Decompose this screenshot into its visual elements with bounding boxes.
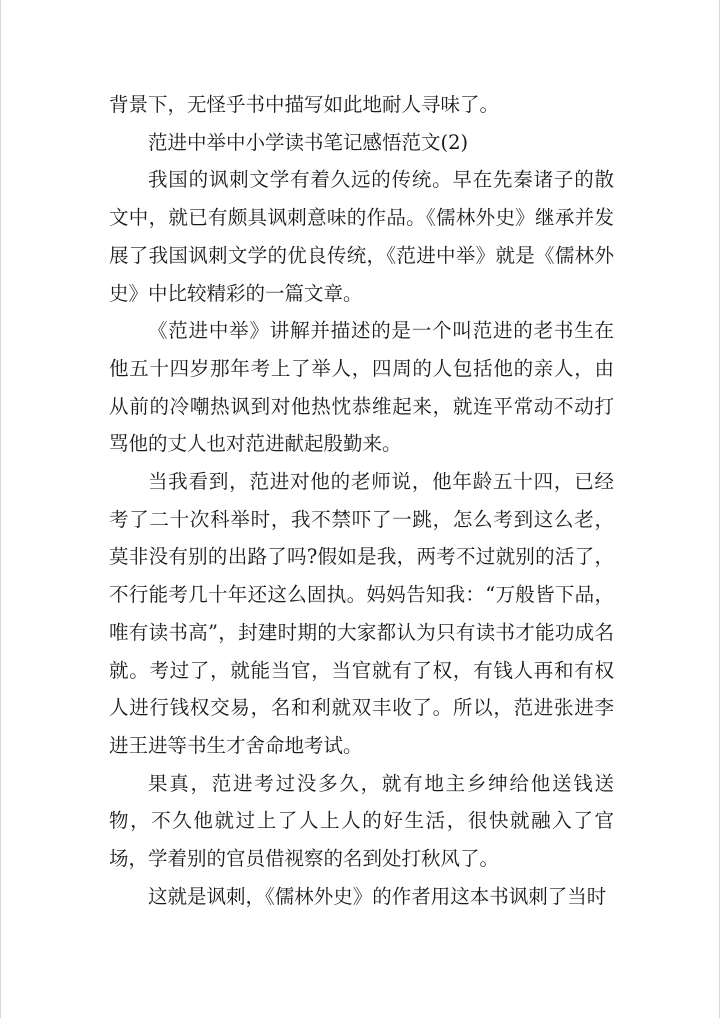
paragraph: 《范进中举》讲解并描述的是一个叫范进的老书生在他五十四岁那年考上了举人，四周的人包括他的亲人，由从前的冷嘲热讽到对他热忱恭维起来，就连平常动不动打骂他的丈人也对范进献起殷勤来。	[109, 319, 614, 456]
section-heading: 范进中举中小学读书笔记感悟范文(2)	[148, 130, 469, 154]
paragraph: 果真，范进考过没多久，就有地主乡绅给他送钱送物，不久他就过上了人上人的好生活，很快就融入了官场，学着别的官员借视察的名到处打秋风了。	[109, 771, 614, 871]
paragraph-continued: 背景下，无怪乎书中描写如此地耐人寻味了。	[109, 93, 500, 116]
paragraph: 当我看到，范进对他的老师说，他年龄五十四，已经考了二十次科举时，我不禁吓了一跳，怎么考到这么老，莫非没有别的出路了吗?假如是我，两考不过就别的活了，不行能考几十年还这么固执。妈妈告知我：“万般皆下品，唯有读书高”，封建时期的大家都认为只有读书才能功成名就。考过了，就能当官，当官就有了权，有钱人再和有权人进行钱权交易，名和利就双丰收了。所以，范进张进李进王进等书生才舍命地考试。	[109, 470, 614, 757]
paragraph: 这就是讽刺，《儒林外史》的作者用这本书讽刺了当时	[148, 884, 607, 908]
document-body	[109, 86, 614, 915]
paragraph: 我国的讽刺文学有着久远的传统。早在先秦诸子的散文中，就已有颇具讽刺意味的作品。《儒林外史》继承并发展了我国讽刺文学的优良传统，《范进中举》就是《儒林外史》中比较精彩的一篇文章。	[109, 168, 614, 305]
